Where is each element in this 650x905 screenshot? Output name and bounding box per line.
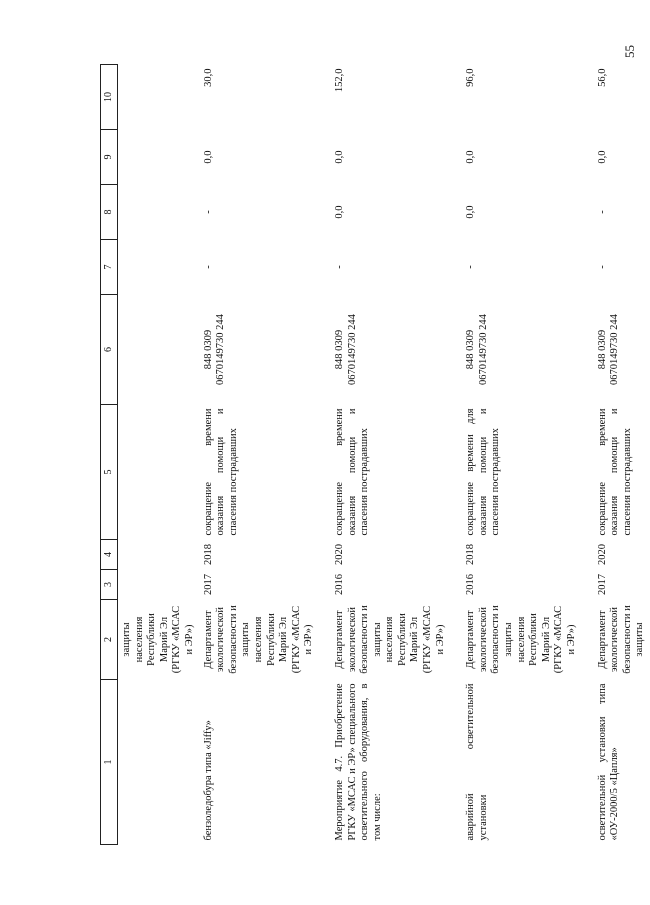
value-col10: 96,0 [465, 68, 477, 87]
table-row [462, 65, 581, 845]
value-col9: 0,0 [333, 150, 345, 164]
table-row [331, 65, 450, 845]
header-cell: 6 [101, 295, 118, 405]
executor: Департамент экологической безопасности и защиты населения Республики Марий Эл (РГКУ «МСАС и ЭР») [465, 605, 577, 674]
expected-result: сокращение времени оказания помощи и спасения пострадавших [596, 408, 633, 536]
value-col9: 0,0 [465, 150, 477, 164]
executor: Департамент экологической безопасности и защиты населения Республики Марий Эл (РГКУ «МСАС и ЭР») [333, 605, 446, 674]
header-cell: 3 [101, 570, 118, 600]
start-year: 2016 [465, 574, 477, 595]
end-year: 2018 [465, 544, 477, 565]
end-year: 2018 [202, 544, 214, 565]
budget-code: 848 0309 0670149730 244 [596, 314, 621, 385]
start-year: 2017 [202, 574, 214, 595]
page-number: 55 [622, 45, 637, 58]
expected-result: сокращение времени оказания помощи и спасения пострадавших [333, 408, 371, 536]
start-year: 2016 [333, 574, 345, 595]
value-col7: - [202, 265, 214, 269]
header-cell: 4 [101, 540, 118, 570]
measure-name: бензоледобура типа «Jiffy» [202, 720, 214, 841]
executor: Департамент экологической безопасности и защиты [596, 605, 646, 674]
value-col10: 152,0 [333, 68, 345, 93]
header-cell: 10 [101, 65, 118, 130]
table-row [200, 65, 319, 845]
value-col7: - [465, 265, 477, 269]
value-col7: - [596, 265, 608, 269]
program-table [100, 64, 650, 845]
header-cell: 7 [101, 240, 118, 295]
value-col7: - [333, 265, 345, 269]
expected-result: сокращение времени оказания помощи и спасения пострадавших [202, 408, 239, 536]
value-col8: - [596, 210, 608, 214]
executor: Департамент экологической безопасности и защиты населения Республики Марий Эл (РГКУ «МСАС и ЭР») [202, 605, 315, 674]
value-col9: 0,0 [202, 150, 214, 164]
header-cell: 1 [101, 680, 118, 845]
executor-continuation: защиты населения Республики Марий Эл (РГКУ «МСАС и ЭР») [121, 605, 195, 674]
value-col8: 0,0 [333, 205, 345, 219]
budget-code: 848 0309 0670149730 244 [333, 314, 358, 385]
table-row [594, 65, 650, 845]
value-col10: 56,0 [596, 68, 608, 87]
header-cell: 8 [101, 185, 118, 240]
budget-code: 848 0309 0670149730 244 [465, 314, 489, 385]
header-cell: 9 [101, 130, 118, 185]
value-col9: 0,0 [596, 150, 608, 164]
budget-code: 848 0309 0670149730 244 [202, 314, 227, 385]
start-year: 2017 [596, 574, 608, 595]
value-col10: 30,0 [202, 68, 214, 87]
continuation-row [118, 65, 200, 845]
measure-name: осветительной установки типа «ОУ-2000/5 «Цапля» [596, 683, 621, 841]
value-col8: 0,0 [465, 205, 477, 219]
header-row [101, 65, 118, 845]
header-cell: 2 [101, 600, 118, 680]
expected-result: сокращение времени для оказания помощи и спасения пострадавших [465, 408, 502, 536]
value-col8: - [202, 210, 214, 214]
end-year: 2020 [596, 544, 608, 565]
measure-name: Мероприятие 4.7. Приобретение РГКУ «МСАС и ЭР» специального осветительного оборудования, в том числе: [333, 683, 383, 841]
rotated-page-content [100, 65, 646, 845]
header-cell: 5 [101, 405, 118, 540]
end-year: 2020 [333, 544, 345, 565]
measure-name: аварийной осветительной установки [465, 683, 489, 841]
